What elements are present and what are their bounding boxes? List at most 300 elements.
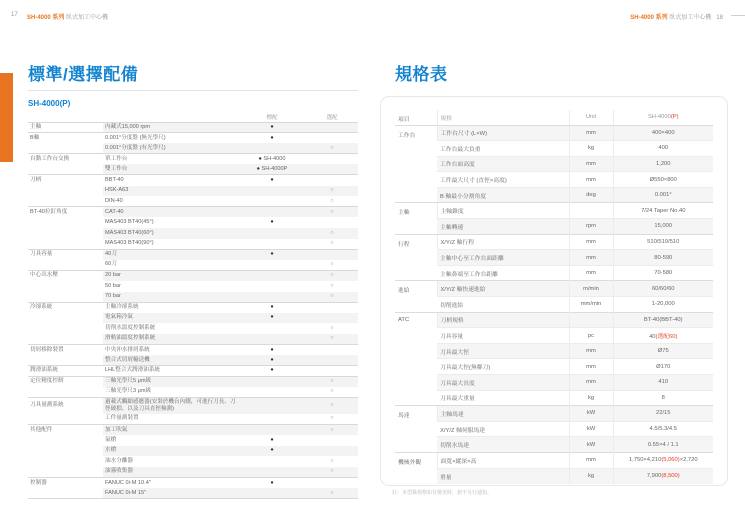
equipment-row (28, 249, 358, 260)
equipment-group-label: 控制器 (28, 477, 103, 488)
optional-circle-icon: ○ (330, 335, 334, 342)
spec-row (395, 265, 713, 281)
equipment-group-label (28, 355, 103, 366)
standard-cell (238, 344, 306, 355)
spec-unit: mm (569, 125, 613, 141)
optional-cell (306, 260, 358, 271)
equipment-item-name: 加工吹氣 (103, 425, 238, 436)
spec-row (395, 187, 713, 203)
equipment-item-name: 過載式觸縮感應器(安裝於機台內側，可進行刀長、刀徑破損、以及刀具直徑檢測) (103, 397, 238, 413)
spec-value-text: Ø170 (656, 363, 671, 370)
standard-cell (238, 133, 306, 144)
spec-group-label: 馬達 (395, 406, 437, 453)
spec-value-text: Ø75 (657, 348, 669, 355)
equipment-group-label: 中心出水壓 (28, 270, 103, 281)
spec-value (613, 406, 713, 422)
spec-footnote: 註：本型錄規格如有變更時，恕不另行通知。 (392, 490, 493, 496)
standard-dot-icon: ● (258, 155, 262, 162)
equipment-group-label (28, 186, 103, 197)
spec-row (395, 406, 713, 422)
equipment-group-label (28, 313, 103, 324)
title-rule (28, 90, 358, 91)
equipment-row (28, 154, 358, 165)
standard-cell (238, 186, 306, 197)
spec-col-unit: Unit (569, 110, 613, 125)
spec-name: X/Y/Z 軸行程 (437, 234, 569, 250)
optional-cell (306, 302, 358, 313)
equipment-item-name: 油水分離器 (105, 458, 133, 465)
spec-row (395, 219, 713, 235)
spec-unit: mm (569, 359, 613, 375)
optional-cell (306, 249, 358, 260)
spec-value-text: 1,200 (655, 160, 671, 167)
equipment-item-name: 電氣箱冷氣 (103, 313, 238, 324)
spec-name: X/Y/Z 軸快速進給 (437, 281, 569, 297)
spec-group-label: ATC (395, 312, 437, 406)
equipment-group-label (28, 228, 103, 239)
optional-cell (306, 323, 358, 334)
equipment-row (28, 344, 358, 355)
optional-cell (306, 292, 358, 303)
equipment-item-name: 0.001°分度盤 (有光學尺) (103, 143, 238, 154)
optional-cell (306, 414, 358, 425)
equipment-group-label: B軸 (28, 133, 103, 144)
equipment-row (28, 446, 358, 457)
spec-value-text: 80-590 (654, 254, 673, 261)
spec-value-text: BT-40(BBT-40) (643, 316, 683, 323)
equipment-item-name: BBT-40 (103, 175, 238, 186)
optional-circle-icon: ○ (330, 208, 334, 215)
equipment-item-name: 內藏式15,000 rpm (103, 122, 238, 133)
series-subtitle: 臥式加工中心機 (66, 15, 109, 21)
equipment-group-label (28, 387, 103, 398)
spec-row (395, 125, 713, 141)
spec-unit: mm (569, 172, 613, 188)
spec-value (613, 281, 713, 297)
equipment-group-label: 冷卻系統 (28, 302, 103, 313)
standard-dot-icon: ● (270, 367, 274, 374)
standard-model-note: SH-4000 (261, 155, 286, 162)
standard-cell (238, 488, 306, 499)
equipment-group-label: 刀具容量 (28, 249, 103, 260)
standard-dot-icon: ● (270, 251, 274, 258)
optional-circle-icon: ○ (330, 272, 334, 279)
spec-row (395, 281, 713, 297)
spec-unit: kg (569, 141, 613, 157)
equipment-row (28, 207, 358, 218)
spec-unit: kW (569, 437, 613, 453)
equipment-item-name: 40刀 (103, 249, 238, 260)
spec-header-row (395, 110, 713, 125)
standard-cell (238, 446, 306, 457)
standard-dot-icon: ● (270, 479, 274, 486)
spec-name: B 軸最小分割角度 (437, 187, 569, 203)
equipment-group-label (28, 260, 103, 271)
equipment-group-label (28, 143, 103, 154)
spec-name: 刀具容量 (437, 328, 569, 344)
spec-value-text: Ø550×800 (649, 176, 677, 183)
spec-unit: deg (569, 187, 613, 203)
optional-circle-icon: ○ (330, 378, 334, 385)
spec-group-label: 進給 (395, 281, 437, 312)
spec-value-text: 0.55×4 / 1.1 (647, 441, 679, 448)
optional-circle-icon: ○ (330, 261, 334, 268)
spec-name: 主軸錐度 (437, 203, 569, 219)
optional-cell (306, 313, 358, 324)
standard-cell (238, 154, 306, 165)
equipment-item-name: 單工作台 (103, 154, 238, 165)
optional-circle-icon: ○ (330, 458, 334, 465)
equipment-group-label (28, 292, 103, 303)
spec-unit: mm (569, 375, 613, 391)
spec-value-text: 7/24 Taper No.40 (641, 207, 686, 214)
spec-row (395, 312, 713, 328)
standard-dot-icon: ● (270, 314, 274, 321)
spec-unit: rpm (569, 219, 613, 235)
spec-value-text: 0.001° (654, 192, 672, 199)
spec-value (613, 297, 713, 313)
spec-unit: mm (569, 156, 613, 172)
spec-row (395, 452, 713, 468)
spec-unit: pc (569, 328, 613, 344)
equipment-row (28, 323, 358, 334)
equipment-table-container (28, 112, 358, 499)
spec-value-text: 22/15 (655, 410, 671, 417)
optional-cell (306, 344, 358, 355)
spec-value (613, 203, 713, 219)
standard-cell (238, 175, 306, 186)
optional-cell (306, 425, 358, 436)
optional-cell (306, 467, 358, 478)
model-variant-red: (P) (670, 114, 679, 121)
series-name: SH-4000 系列 (630, 15, 668, 21)
optional-cell (306, 435, 358, 446)
spec-unit: kW (569, 406, 613, 422)
equipment-item-name: 0.001°分度盤 (無光學尺) (103, 133, 238, 144)
spec-value (613, 328, 713, 344)
equipment-item-name: 油霧收集器 (103, 467, 238, 478)
equipment-row (28, 366, 358, 377)
spec-value-text: 7,900 (646, 473, 662, 480)
standard-cell (238, 414, 306, 425)
standard-cell (238, 260, 306, 271)
spec-value (613, 359, 713, 375)
spec-value (613, 141, 713, 157)
equipment-item-name: MAS403 BT40(90°) (105, 240, 154, 247)
spec-name: 主軸中心至工作台面距離 (437, 250, 569, 266)
spec-value-text: 410 (658, 379, 669, 386)
equipment-header-row (28, 112, 358, 122)
optional-circle-icon: ○ (330, 388, 334, 395)
spec-unit: mm (569, 234, 613, 250)
spec-name: 工作台最大負重 (437, 141, 569, 157)
equipment-row (28, 313, 358, 324)
spec-row (395, 343, 713, 359)
spec-value (613, 437, 713, 453)
optional-cell (306, 228, 358, 239)
spec-value-text: 400 (658, 145, 669, 152)
optional-circle-icon: ○ (330, 144, 334, 151)
spec-name: X/Y/Z 軸伺服馬達 (437, 421, 569, 437)
equipment-item-name: 60刀 (105, 261, 117, 268)
orange-edge-tab (0, 73, 13, 162)
optional-cell (306, 488, 358, 499)
equipment-group-label (28, 446, 103, 457)
optional-cell (306, 355, 358, 366)
equipment-row (28, 281, 358, 292)
spec-value (613, 452, 713, 468)
spec-value-text: 1-20,000 (651, 301, 675, 308)
spec-unit: kg (569, 390, 613, 406)
optional-circle-icon: ○ (330, 229, 334, 236)
equipment-row (28, 302, 358, 313)
equipment-item-name: 中央沖水排屑系統 (103, 344, 238, 355)
spec-row (395, 390, 713, 406)
spec-row (395, 375, 713, 391)
standard-cell (238, 143, 306, 154)
equipment-row (28, 376, 358, 387)
equipment-item-name: 切削水溫度控制系統 (105, 325, 156, 332)
standard-cell (238, 397, 306, 413)
spec-group-label: 工作台 (395, 125, 437, 203)
equipment-item-name: 三軸光學尺3 μm級 (105, 388, 152, 395)
optional-cell (306, 281, 358, 292)
equipment-group-label (28, 196, 103, 207)
equipment-group-label (28, 217, 103, 228)
spec-panel (380, 96, 728, 486)
spec-unit: mm (569, 452, 613, 468)
equipment-item-name: 20 bar (103, 270, 238, 281)
optional-cell (306, 175, 358, 186)
spec-value (613, 234, 713, 250)
left-page-number: 17 (11, 12, 18, 18)
spec-value (613, 265, 713, 281)
equipment-row (28, 260, 358, 271)
standard-cell (238, 435, 306, 446)
equipment-item-name: 70 bar (103, 292, 238, 303)
equipment-group-label (28, 488, 103, 499)
equipment-row (28, 164, 358, 175)
equipment-row (28, 456, 358, 467)
spec-value-text: 60/60/60 (651, 285, 675, 292)
standard-dot-icon: ● (270, 346, 274, 353)
equipment-item-name: MAS403 BT40(45°) (105, 219, 154, 226)
standard-cell (238, 196, 306, 207)
left-running-title (27, 12, 108, 21)
optional-cell (306, 239, 358, 250)
spec-group-label: 行程 (395, 234, 437, 281)
spec-col-model (613, 110, 713, 125)
equipment-row (28, 435, 358, 446)
equipment-item-name: 主軸冷卻系統 (103, 302, 238, 313)
equipment-item-name: 氣槍 (105, 436, 117, 443)
spec-value (613, 390, 713, 406)
spec-value (613, 343, 713, 359)
running-head (0, 12, 745, 24)
optional-circle-icon: ○ (330, 325, 334, 332)
standard-cell (238, 281, 306, 292)
spec-unit: mm (569, 343, 613, 359)
spec-unit: m/min (569, 281, 613, 297)
equipment-item-name: FANUC 0i-M 10.4" (103, 477, 238, 488)
spec-value-text: 8 (661, 394, 665, 401)
equipment-item-name: 工件量測裝置 (105, 415, 139, 422)
standard-dot-icon: ● (270, 177, 274, 184)
spec-table-container (395, 110, 713, 484)
spec-table (395, 110, 713, 484)
optional-cell (306, 122, 358, 133)
equipment-item-name: 滑軌油溫度控制系統 (103, 334, 238, 345)
equipment-item-name: LHL整合式潤滑油系統 (103, 366, 238, 377)
spec-value-text: 510/510/510 (647, 238, 680, 245)
equipment-row (28, 334, 358, 345)
equipment-row (28, 397, 358, 413)
equipment-group-label (28, 414, 103, 425)
equipment-group-label: 潤滑油系統 (28, 366, 103, 377)
equipment-group-label: 其他配件 (28, 425, 103, 436)
equipment-row (28, 196, 358, 207)
standard-cell (238, 467, 306, 478)
spec-row (395, 172, 713, 188)
standard-dot-icon: ● (270, 219, 274, 226)
equipment-table (28, 112, 358, 499)
column-header-standard: 標配 (266, 114, 278, 121)
optional-cell (306, 207, 358, 218)
spec-value (613, 125, 713, 141)
equipment-item-name: 雙工作台 (103, 164, 238, 175)
spec-row (395, 437, 713, 453)
spec-value (613, 187, 713, 203)
spec-unit (569, 312, 613, 328)
standard-dot-icon: ● (270, 134, 274, 141)
spec-unit: kg (569, 468, 613, 484)
spec-value-text: 40 (649, 334, 656, 341)
spec-value-text: 70-580 (654, 270, 673, 277)
spec-unit: mm/min (569, 297, 613, 313)
standard-dot-icon: ● (270, 123, 274, 130)
equipment-group-label (28, 435, 103, 446)
spec-name: 工作台尺寸 (L×W) (437, 125, 569, 141)
spec-value (613, 375, 713, 391)
spec-row (395, 421, 713, 437)
spec-col-spec: 規格 (437, 110, 569, 125)
spec-row (395, 234, 713, 250)
standard-dot-icon: ● (270, 304, 274, 311)
equipment-item-name: DIN-40 (105, 197, 123, 204)
model-name: SH-4000 (647, 114, 671, 121)
spec-value (613, 172, 713, 188)
right-running-title (630, 12, 723, 21)
standard-model-note: SH-4000P (259, 165, 288, 172)
equipment-table-body (28, 122, 358, 499)
equipment-row (28, 217, 358, 228)
spec-group-label: 機械外觀 (395, 452, 437, 483)
spec-value-text: 1,750×4,210 (628, 457, 662, 464)
equipment-group-label (28, 281, 103, 292)
optional-cell (306, 387, 358, 398)
standard-cell (238, 376, 306, 387)
standard-cell (238, 292, 306, 303)
optional-cell (306, 366, 358, 377)
optional-cell (306, 270, 358, 281)
spec-value-highlight: (選配60) (655, 334, 678, 341)
equipment-item-name: HSK-A63 (103, 186, 238, 197)
equipment-group-label (28, 456, 103, 467)
spec-value-text: 15,000 (654, 223, 673, 230)
equipment-group-label: 切屑移除裝置 (28, 344, 103, 355)
spec-unit: mm (569, 265, 613, 281)
equipment-item-name: 整合式切屑輸送機 (103, 355, 238, 366)
spec-value-text: ×2,720 (679, 457, 698, 464)
optional-cell (306, 397, 358, 413)
equipment-row (28, 425, 358, 436)
spec-row (395, 359, 713, 375)
equipment-group-label (28, 239, 103, 250)
spec-row (395, 468, 713, 484)
equipment-item-name: 50 bar (105, 282, 121, 289)
optional-cell (306, 217, 358, 228)
equipment-row (28, 355, 358, 366)
spec-row (395, 141, 713, 157)
spec-name: 工件最大尺寸 (直徑×高度) (437, 172, 569, 188)
optional-circle-icon: ○ (330, 293, 334, 300)
equipment-row (28, 175, 358, 186)
equipment-group-label: 自動工作台交換 (28, 154, 103, 165)
spec-name: 主軸轉速 (437, 219, 569, 235)
spec-row (395, 203, 713, 219)
series-subtitle: 臥式加工中心機 (669, 15, 712, 21)
spec-value-highlight: (8,500) (661, 473, 680, 480)
optional-cell (306, 446, 358, 457)
spec-value-highlight: (5,060) (661, 457, 680, 464)
equipment-group-label (28, 334, 103, 345)
model-subtitle: SH-4000(P) (28, 99, 71, 108)
standard-dot-icon: ● (256, 165, 260, 172)
standard-cell (238, 207, 306, 218)
optional-cell (306, 133, 358, 144)
optional-cell (306, 196, 358, 207)
standard-dot-icon: ● (270, 447, 274, 454)
optional-circle-icon: ○ (330, 197, 334, 204)
optional-circle-icon: ○ (330, 489, 334, 496)
optional-circle-icon: ○ (330, 415, 334, 422)
header-tick-rule (731, 15, 745, 16)
equipment-row (28, 186, 358, 197)
standard-dot-icon: ● (270, 436, 274, 443)
standard-cell (238, 355, 306, 366)
standard-cell (238, 249, 306, 260)
standard-dot-icon: ● (270, 356, 274, 363)
equipment-row (28, 488, 358, 499)
optional-cell (306, 477, 358, 488)
standard-cell (238, 217, 306, 228)
spec-row (395, 328, 713, 344)
optional-cell (306, 186, 358, 197)
optional-cell (306, 143, 358, 154)
spec-unit (569, 203, 613, 219)
equipment-group-label (28, 467, 103, 478)
optional-cell (306, 164, 358, 175)
spec-name: 刀具最大長度 (437, 375, 569, 391)
spec-row (395, 250, 713, 266)
equipment-row (28, 414, 358, 425)
spec-col-item: 項目 (395, 110, 437, 125)
equipment-row (28, 143, 358, 154)
equipment-row (28, 270, 358, 281)
optional-cell (306, 334, 358, 345)
standard-cell (238, 239, 306, 250)
standard-cell (238, 366, 306, 377)
